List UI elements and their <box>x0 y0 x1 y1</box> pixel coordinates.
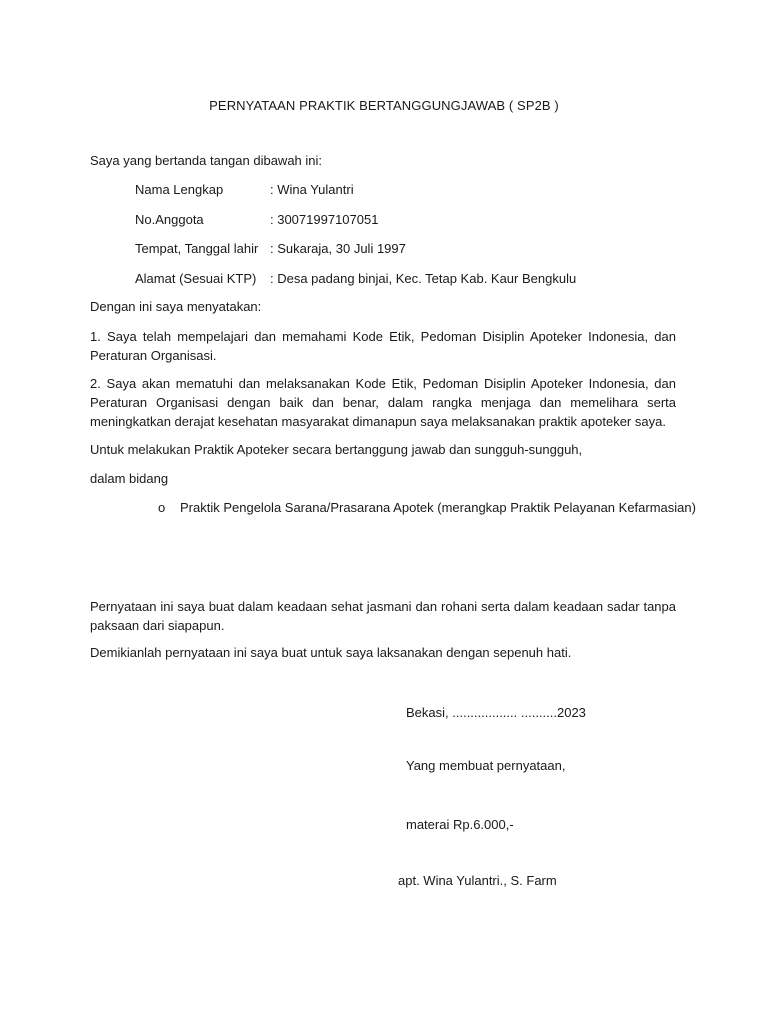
declaration-point-2: 2. Saya akan mematuhi dan melaksanakan Kode Etik, Pedoman Disiplin Apoteker Indonesia, dan Peraturan Organisasi dengan baik dan benar, dalam rangka menjaga dan memelihara serta meningkatkan derajat kesehatan masyarakat dimanapun saya melaksanakan praktik apoteker saya. <box>90 376 676 429</box>
practice-field-text: Praktik Pengelola Sarana/Prasarana Apotek (merangkap Praktik Pelayanan Kefarmasian) <box>180 500 696 515</box>
health-statement: Pernyataan ini saya buat dalam keadaan sehat jasmani dan rohani serta dalam keadaan sadar tanpa paksaan dari siapapun. <box>90 599 676 633</box>
declaration-point-1: 1. Saya telah mempelajari dan memahami Kode Etik, Pedoman Disiplin Apoteker Indonesia, dan Peraturan Organisasi. <box>90 329 676 363</box>
signature-maker-label: Yang membuat pernyataan, <box>406 758 566 773</box>
field-value: : Sukaraja, 30 Juli 1997 <box>270 241 406 256</box>
document-title: PERNYATAAN PRAKTIK BERTANGGUNGJAWAB ( SP2B ) <box>209 98 559 113</box>
practice-field-item <box>158 498 696 517</box>
field-value: : 30071997107051 <box>270 211 379 227</box>
bullet-icon: o <box>158 500 166 515</box>
field-label: Nama Lengkap <box>135 182 224 197</box>
field-label: Alamat (Sesuai KTP) <box>135 270 257 286</box>
field-intro: dalam bidang <box>90 471 169 486</box>
field-value: : Wina Yulantri <box>270 182 354 197</box>
closing-statement: Demikianlah pernyataan ini saya buat untuk saya laksanakan dengan sepenuh hati. <box>90 645 572 660</box>
field-label: No.Anggota <box>135 211 204 227</box>
intro-text: Saya yang bertanda tangan dibawah ini: <box>90 153 323 168</box>
signature-place-date: Bekasi, .................. ..........2023 <box>406 705 586 720</box>
signature-materai: materai Rp.6.000,- <box>406 817 514 832</box>
signature-name: apt. Wina Yulantri., S. Farm <box>398 873 557 888</box>
practice-statement: Untuk melakukan Praktik Apoteker secara bertanggung jawab dan sungguh-sungguh, <box>90 442 583 457</box>
declaration-intro: Dengan ini saya menyatakan: <box>90 299 262 314</box>
field-label: Tempat, Tanggal lahir <box>135 241 259 256</box>
field-value: : Desa padang binjai, Kec. Tetap Kab. Kaur Bengkulu <box>270 270 577 286</box>
